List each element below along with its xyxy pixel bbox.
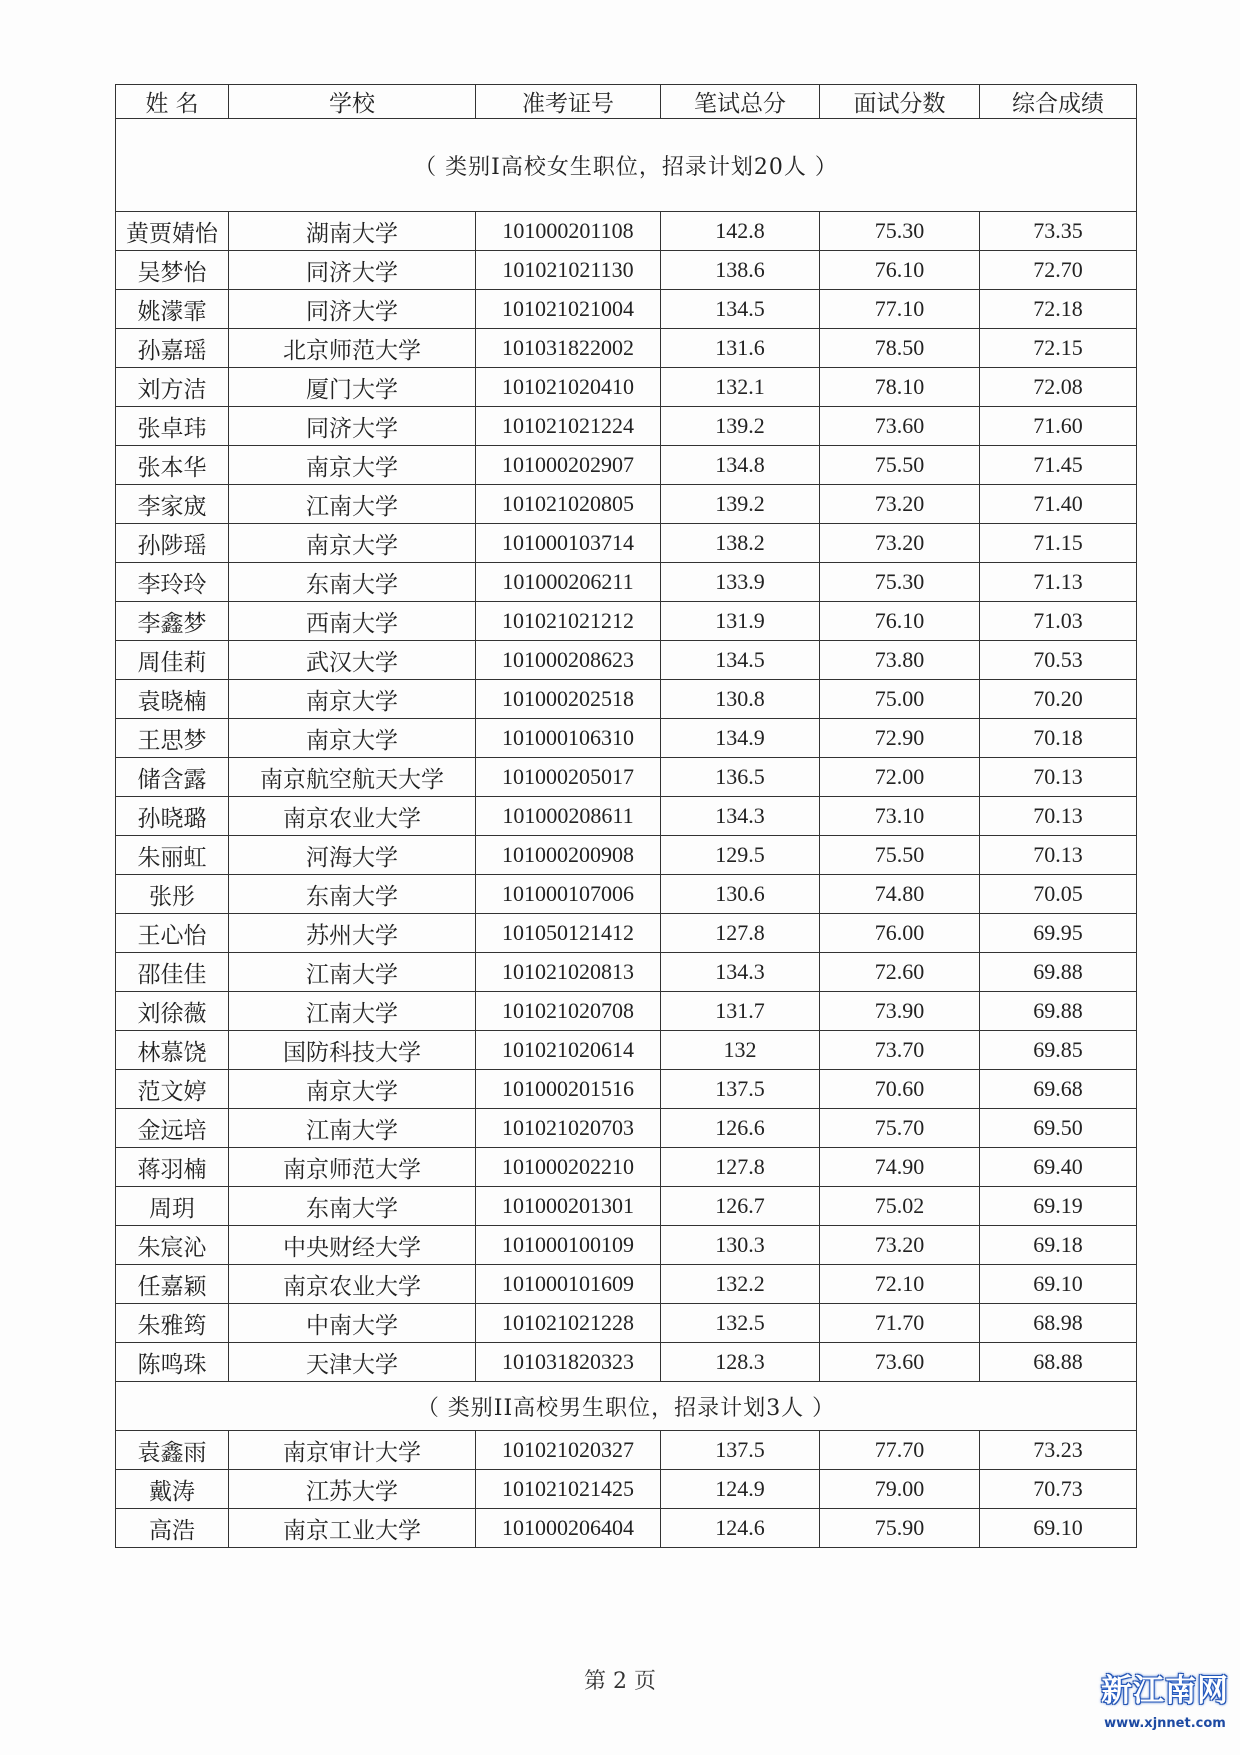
- cell-school: 河海大学: [229, 836, 476, 875]
- cell-written-score: 128.3: [661, 1343, 820, 1382]
- cell-exam-id: 101000205017: [476, 758, 661, 797]
- table-row: [116, 368, 1137, 407]
- cell-interview-score: 73.90: [820, 992, 980, 1031]
- header-exam-id: 准考证号: [476, 85, 661, 119]
- cell-total-score: 69.85: [980, 1031, 1137, 1070]
- cell-written-score: 138.2: [661, 524, 820, 563]
- cell-school: 南京大学: [229, 680, 476, 719]
- table-row: [116, 329, 1137, 368]
- cell-total-score: 69.10: [980, 1265, 1137, 1304]
- cell-total-score: 73.23: [980, 1431, 1137, 1470]
- cell-name: 戴涛: [116, 1470, 229, 1509]
- cell-school: 西南大学: [229, 602, 476, 641]
- table-row: [116, 1265, 1137, 1304]
- cell-exam-id: 101000206211: [476, 563, 661, 602]
- cell-interview-score: 74.80: [820, 875, 980, 914]
- cell-school: 南京师范大学: [229, 1148, 476, 1187]
- cell-written-score: 130.3: [661, 1226, 820, 1265]
- cell-name: 张卓玮: [116, 407, 229, 446]
- cell-interview-score: 76.10: [820, 602, 980, 641]
- table-row: [116, 251, 1137, 290]
- table-row: [116, 1431, 1137, 1470]
- cell-total-score: 72.08: [980, 368, 1137, 407]
- cell-exam-id: 101021020614: [476, 1031, 661, 1070]
- cell-total-score: 70.73: [980, 1470, 1137, 1509]
- cell-written-score: 130.8: [661, 680, 820, 719]
- table-row: [116, 641, 1137, 680]
- cell-interview-score: 78.50: [820, 329, 980, 368]
- cell-exam-id: 101000103714: [476, 524, 661, 563]
- cell-total-score: 72.15: [980, 329, 1137, 368]
- cell-interview-score: 78.10: [820, 368, 980, 407]
- table-row: [116, 1109, 1137, 1148]
- site-logo-url: www.xjnnet.com: [1104, 1716, 1226, 1731]
- cell-name: 朱雅筠: [116, 1304, 229, 1343]
- cell-total-score: 70.13: [980, 758, 1137, 797]
- section-header-row: [116, 119, 1137, 212]
- cell-written-score: 131.6: [661, 329, 820, 368]
- table-row: [116, 836, 1137, 875]
- cell-written-score: 134.8: [661, 446, 820, 485]
- cell-written-score: 136.5: [661, 758, 820, 797]
- cell-school: 国防科技大学: [229, 1031, 476, 1070]
- cell-name: 储含露: [116, 758, 229, 797]
- table-row: [116, 992, 1137, 1031]
- cell-name: 周玥: [116, 1187, 229, 1226]
- cell-interview-score: 75.30: [820, 563, 980, 602]
- cell-school: 天津大学: [229, 1343, 476, 1382]
- cell-interview-score: 72.10: [820, 1265, 980, 1304]
- cell-total-score: 68.88: [980, 1343, 1137, 1382]
- cell-total-score: 69.18: [980, 1226, 1137, 1265]
- cell-interview-score: 75.90: [820, 1509, 980, 1548]
- cell-written-score: 132.5: [661, 1304, 820, 1343]
- table-row: [116, 290, 1137, 329]
- cell-written-score: 137.5: [661, 1431, 820, 1470]
- cell-name: 王思梦: [116, 719, 229, 758]
- cell-exam-id: 101021021224: [476, 407, 661, 446]
- page-number: 第 2 页: [584, 1669, 656, 1694]
- cell-exam-id: 101000208623: [476, 641, 661, 680]
- cell-interview-score: 76.00: [820, 914, 980, 953]
- cell-school: 南京大学: [229, 719, 476, 758]
- cell-written-score: 137.5: [661, 1070, 820, 1109]
- cell-exam-id: 101000202210: [476, 1148, 661, 1187]
- cell-exam-id: 101021020813: [476, 953, 661, 992]
- cell-school: 武汉大学: [229, 641, 476, 680]
- cell-total-score: 69.19: [980, 1187, 1137, 1226]
- cell-total-score: 71.15: [980, 524, 1137, 563]
- cell-interview-score: 77.70: [820, 1431, 980, 1470]
- cell-exam-id: 101021020805: [476, 485, 661, 524]
- cell-written-score: 132.2: [661, 1265, 820, 1304]
- cell-name: 范文婷: [116, 1070, 229, 1109]
- cell-exam-id: 101000100109: [476, 1226, 661, 1265]
- cell-interview-score: 73.20: [820, 1226, 980, 1265]
- cell-name: 任嘉颖: [116, 1265, 229, 1304]
- table-row: [116, 797, 1137, 836]
- cell-name: 袁鑫雨: [116, 1431, 229, 1470]
- cell-name: 孙嘉瑶: [116, 329, 229, 368]
- cell-exam-id: 101000106310: [476, 719, 661, 758]
- cell-written-score: 138.6: [661, 251, 820, 290]
- cell-interview-score: 77.10: [820, 290, 980, 329]
- cell-exam-id: 101021020703: [476, 1109, 661, 1148]
- cell-total-score: 70.05: [980, 875, 1137, 914]
- cell-school: 厦门大学: [229, 368, 476, 407]
- cell-written-score: 134.3: [661, 797, 820, 836]
- cell-total-score: 70.13: [980, 797, 1137, 836]
- cell-total-score: 69.10: [980, 1509, 1137, 1548]
- cell-total-score: 69.88: [980, 953, 1137, 992]
- header-school: 学校: [229, 85, 476, 119]
- table-row: [116, 1343, 1137, 1382]
- cell-name: 邵佳佳: [116, 953, 229, 992]
- cell-school: 南京大学: [229, 446, 476, 485]
- cell-exam-id: 101021021228: [476, 1304, 661, 1343]
- cell-school: 江苏大学: [229, 1470, 476, 1509]
- cell-name: 朱宸沁: [116, 1226, 229, 1265]
- cell-interview-score: 75.70: [820, 1109, 980, 1148]
- cell-written-score: 126.6: [661, 1109, 820, 1148]
- section-title: （ 类别I高校女生职位，招录计划20人 ）: [116, 119, 1137, 212]
- cell-interview-score: 73.60: [820, 1343, 980, 1382]
- cell-total-score: 71.13: [980, 563, 1137, 602]
- cell-school: 江南大学: [229, 992, 476, 1031]
- cell-written-score: 130.6: [661, 875, 820, 914]
- cell-exam-id: 101000200908: [476, 836, 661, 875]
- cell-name: 姚濛霏: [116, 290, 229, 329]
- cell-total-score: 69.88: [980, 992, 1137, 1031]
- cell-exam-id: 101031822002: [476, 329, 661, 368]
- table-row: [116, 212, 1137, 251]
- table-row: [116, 563, 1137, 602]
- cell-exam-id: 101000201301: [476, 1187, 661, 1226]
- table-row: [116, 524, 1137, 563]
- cell-exam-id: 101000208611: [476, 797, 661, 836]
- cell-written-score: 134.3: [661, 953, 820, 992]
- cell-written-score: 132: [661, 1031, 820, 1070]
- header-total-score: 综合成绩: [980, 85, 1137, 119]
- cell-exam-id: 101050121412: [476, 914, 661, 953]
- cell-school: 南京大学: [229, 524, 476, 563]
- cell-name: 高浩: [116, 1509, 229, 1548]
- cell-school: 苏州大学: [229, 914, 476, 953]
- cell-total-score: 69.40: [980, 1148, 1137, 1187]
- cell-written-score: 126.7: [661, 1187, 820, 1226]
- cell-total-score: 71.40: [980, 485, 1137, 524]
- cell-exam-id: 101000201108: [476, 212, 661, 251]
- cell-interview-score: 73.20: [820, 485, 980, 524]
- cell-school: 南京农业大学: [229, 797, 476, 836]
- site-logo: [1100, 1665, 1230, 1745]
- table-row: [116, 914, 1137, 953]
- section-header-row: [116, 1382, 1137, 1431]
- cell-exam-id: 101000101609: [476, 1265, 661, 1304]
- table-row: [116, 1304, 1137, 1343]
- cell-written-score: 124.6: [661, 1509, 820, 1548]
- table-row: [116, 1226, 1137, 1265]
- cell-exam-id: 101021020327: [476, 1431, 661, 1470]
- site-logo-text: 新江南网: [1101, 1673, 1229, 1709]
- table-row: [116, 485, 1137, 524]
- cell-total-score: 73.35: [980, 212, 1137, 251]
- table-row: [116, 1031, 1137, 1070]
- cell-school: 南京审计大学: [229, 1431, 476, 1470]
- cell-total-score: 70.18: [980, 719, 1137, 758]
- cell-written-score: 127.8: [661, 914, 820, 953]
- cell-total-score: 70.13: [980, 836, 1137, 875]
- header-interview-score: 面试分数: [820, 85, 980, 119]
- cell-interview-score: 72.90: [820, 719, 980, 758]
- cell-name: 蒋羽楠: [116, 1148, 229, 1187]
- table-row: [116, 875, 1137, 914]
- cell-school: 同济大学: [229, 251, 476, 290]
- cell-name: 林慕饶: [116, 1031, 229, 1070]
- cell-name: 张彤: [116, 875, 229, 914]
- cell-school: 东南大学: [229, 563, 476, 602]
- cell-school: 江南大学: [229, 953, 476, 992]
- cell-school: 江南大学: [229, 485, 476, 524]
- table-row: [116, 953, 1137, 992]
- cell-total-score: 72.70: [980, 251, 1137, 290]
- cell-interview-score: 75.50: [820, 836, 980, 875]
- cell-name: 袁晓楠: [116, 680, 229, 719]
- header-row: [116, 85, 1137, 119]
- cell-exam-id: 101021021004: [476, 290, 661, 329]
- cell-written-score: 127.8: [661, 1148, 820, 1187]
- cell-total-score: 71.45: [980, 446, 1137, 485]
- cell-total-score: 72.18: [980, 290, 1137, 329]
- cell-school: 北京师范大学: [229, 329, 476, 368]
- cell-interview-score: 73.60: [820, 407, 980, 446]
- cell-name: 刘徐薇: [116, 992, 229, 1031]
- cell-exam-id: 101000202518: [476, 680, 661, 719]
- cell-school: 同济大学: [229, 290, 476, 329]
- cell-exam-id: 101021021425: [476, 1470, 661, 1509]
- table-row: [116, 446, 1137, 485]
- cell-name: 王心怡: [116, 914, 229, 953]
- cell-written-score: 133.9: [661, 563, 820, 602]
- cell-interview-score: 75.00: [820, 680, 980, 719]
- cell-interview-score: 70.60: [820, 1070, 980, 1109]
- cell-name: 周佳莉: [116, 641, 229, 680]
- cell-exam-id: 101021021212: [476, 602, 661, 641]
- cell-school: 东南大学: [229, 1187, 476, 1226]
- table-row: [116, 680, 1137, 719]
- header-name: 姓 名: [116, 85, 229, 119]
- cell-exam-id: 101031820323: [476, 1343, 661, 1382]
- cell-written-score: 131.9: [661, 602, 820, 641]
- cell-name: 李家宬: [116, 485, 229, 524]
- cell-interview-score: 73.10: [820, 797, 980, 836]
- section-title: （ 类别II高校男生职位，招录计划3人 ）: [116, 1382, 1137, 1431]
- cell-exam-id: 101000107006: [476, 875, 661, 914]
- cell-total-score: 68.98: [980, 1304, 1137, 1343]
- table-row: [116, 602, 1137, 641]
- cell-name: 刘方洁: [116, 368, 229, 407]
- table-row: [116, 407, 1137, 446]
- cell-written-score: 132.1: [661, 368, 820, 407]
- cell-school: 南京工业大学: [229, 1509, 476, 1548]
- table-row: [116, 1148, 1137, 1187]
- cell-exam-id: 101000202907: [476, 446, 661, 485]
- cell-school: 东南大学: [229, 875, 476, 914]
- cell-interview-score: 71.70: [820, 1304, 980, 1343]
- table-row: [116, 1187, 1137, 1226]
- cell-interview-score: 72.60: [820, 953, 980, 992]
- table-header: [116, 85, 1137, 119]
- cell-name: 吴梦怡: [116, 251, 229, 290]
- cell-exam-id: 101021021130: [476, 251, 661, 290]
- cell-school: 湖南大学: [229, 212, 476, 251]
- cell-name: 孙晓璐: [116, 797, 229, 836]
- cell-exam-id: 101000201516: [476, 1070, 661, 1109]
- cell-written-score: 124.9: [661, 1470, 820, 1509]
- cell-school: 中央财经大学: [229, 1226, 476, 1265]
- cell-interview-score: 73.20: [820, 524, 980, 563]
- cell-total-score: 69.68: [980, 1070, 1137, 1109]
- cell-written-score: 139.2: [661, 407, 820, 446]
- cell-interview-score: 75.02: [820, 1187, 980, 1226]
- table-row: [116, 1070, 1137, 1109]
- cell-interview-score: 79.00: [820, 1470, 980, 1509]
- cell-interview-score: 76.10: [820, 251, 980, 290]
- cell-interview-score: 75.30: [820, 212, 980, 251]
- cell-interview-score: 74.90: [820, 1148, 980, 1187]
- cell-school: 同济大学: [229, 407, 476, 446]
- cell-name: 金远培: [116, 1109, 229, 1148]
- cell-interview-score: 73.70: [820, 1031, 980, 1070]
- cell-school: 南京大学: [229, 1070, 476, 1109]
- table-row: [116, 1509, 1137, 1548]
- cell-total-score: 70.20: [980, 680, 1137, 719]
- cell-school: 南京农业大学: [229, 1265, 476, 1304]
- cell-written-score: 129.5: [661, 836, 820, 875]
- cell-name: 黄贾婧怡: [116, 212, 229, 251]
- table-row: [116, 1470, 1137, 1509]
- cell-name: 陈鸣珠: [116, 1343, 229, 1382]
- cell-total-score: 70.53: [980, 641, 1137, 680]
- cell-interview-score: 75.50: [820, 446, 980, 485]
- cell-written-score: 139.2: [661, 485, 820, 524]
- cell-name: 朱丽虹: [116, 836, 229, 875]
- cell-written-score: 142.8: [661, 212, 820, 251]
- cell-written-score: 134.9: [661, 719, 820, 758]
- score-table: [115, 84, 1137, 1548]
- cell-name: 李玲玲: [116, 563, 229, 602]
- table-row: [116, 758, 1137, 797]
- cell-name: 张本华: [116, 446, 229, 485]
- cell-total-score: 71.60: [980, 407, 1137, 446]
- cell-name: 孙陟瑶: [116, 524, 229, 563]
- cell-total-score: 71.03: [980, 602, 1137, 641]
- cell-total-score: 69.95: [980, 914, 1137, 953]
- cell-interview-score: 72.00: [820, 758, 980, 797]
- header-written-score: 笔试总分: [661, 85, 820, 119]
- table-body: [116, 119, 1137, 1548]
- cell-written-score: 134.5: [661, 641, 820, 680]
- table-row: [116, 719, 1137, 758]
- cell-exam-id: 101000206404: [476, 1509, 661, 1548]
- cell-name: 李鑫梦: [116, 602, 229, 641]
- cell-school: 江南大学: [229, 1109, 476, 1148]
- cell-school: 中南大学: [229, 1304, 476, 1343]
- cell-exam-id: 101021020410: [476, 368, 661, 407]
- cell-exam-id: 101021020708: [476, 992, 661, 1031]
- cell-school: 南京航空航天大学: [229, 758, 476, 797]
- cell-written-score: 134.5: [661, 290, 820, 329]
- cell-written-score: 131.7: [661, 992, 820, 1031]
- cell-interview-score: 73.80: [820, 641, 980, 680]
- cell-total-score: 69.50: [980, 1109, 1137, 1148]
